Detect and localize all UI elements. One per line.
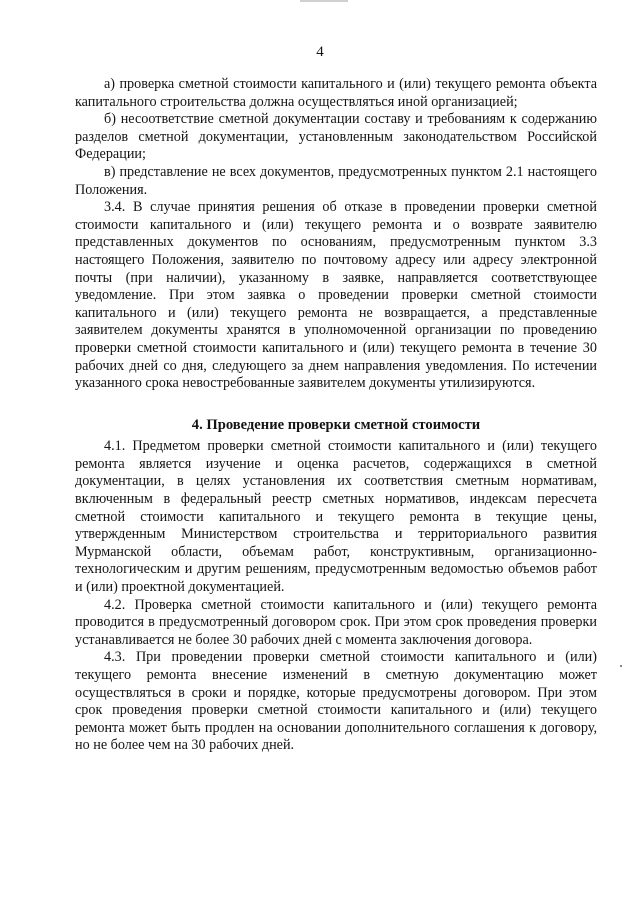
paragraph-3-3-a: а) проверка сметной стоимости капитального и (или) текущего ремонта объекта капитального строительства должна осуществляться иной организацией; bbox=[75, 76, 597, 110]
paragraph-3-3-b: б) несоответствие сметной документации составу и требованиям к содержанию разделов сметной документации, установленным законодательством Российской Федерации; bbox=[75, 111, 597, 163]
section-heading: 4. Проведение проверки сметной стоимости bbox=[191, 416, 481, 433]
paragraph-3-4: 3.4. В случае принятия решения об отказе в проведении проверки сметной стоимости капитального и (или) текущего ремонта и о возврате заявителю представленных документов по основаниям, предусмотренным пунктом 3.3 настоящего Положения, заявителю по почтовому адресу или адресу электронной почты (при наличии), указанному в заявке, направляется соответствующее уведомление. При этом заявка о проведении проверки сметной стоимости капитального и (или) текущего ремонта не возвращается, а представленные заявителем документы хранятся в уполномоченной организации по проведению проверки сметной стоимости капитального и (или) текущего ремонта в течение 30 рабочих дней со дня, следующего за днем направления уведомления. По истечении указанного срока невостребованные заявителем документы утилизируются. bbox=[75, 199, 597, 392]
scan-speck bbox=[620, 665, 622, 667]
paragraph-4-1: 4.1. Предметом проверки сметной стоимости капитального и (или) текущего ремонта является изучение и оценка расчетов, содержащихся в сметной документации, в целях установления их соответствия сметным нормативам, включенным в федеральный реестр сметных нормативов, индексам пересчета сметной стоимости капитального и текущего ремонта в текущие цены, утвержденным Министерством строительства и территориального развития Мурманской области, объемам работ, конструктивным, организационно-технологическим и другим решениям, предусмотренным ведомостью объемов работ и (или) проектной документацией. bbox=[75, 438, 597, 596]
document-body bbox=[75, 76, 597, 755]
scan-artifact bbox=[300, 0, 348, 2]
paragraph-4-2: 4.2. Проверка сметной стоимости капитального и (или) текущего ремонта проводится в предусмотренный договором срок. При этом срок проведения проверки устанавливается не более 30 рабочих дней с момента заключения договора. bbox=[75, 596, 597, 648]
paragraph-4-3: 4.3. При проведении проверки сметной стоимости капитального и (или) текущего ремонта внесение изменений в сметную документацию может осуществляться в сроки и порядке, которые предусмотрены договором. При этом срок проведения проверки сметной стоимости капитального и (или) текущего ремонта может быть продлен на основании дополнительного соглашения к договору, но не более чем на 30 рабочих дней. bbox=[75, 649, 597, 754]
page-number: 4 bbox=[316, 44, 324, 60]
paragraph-3-3-c: в) представление не всех документов, предусмотренных пунктом 2.1 настоящего Положения. bbox=[75, 163, 597, 198]
